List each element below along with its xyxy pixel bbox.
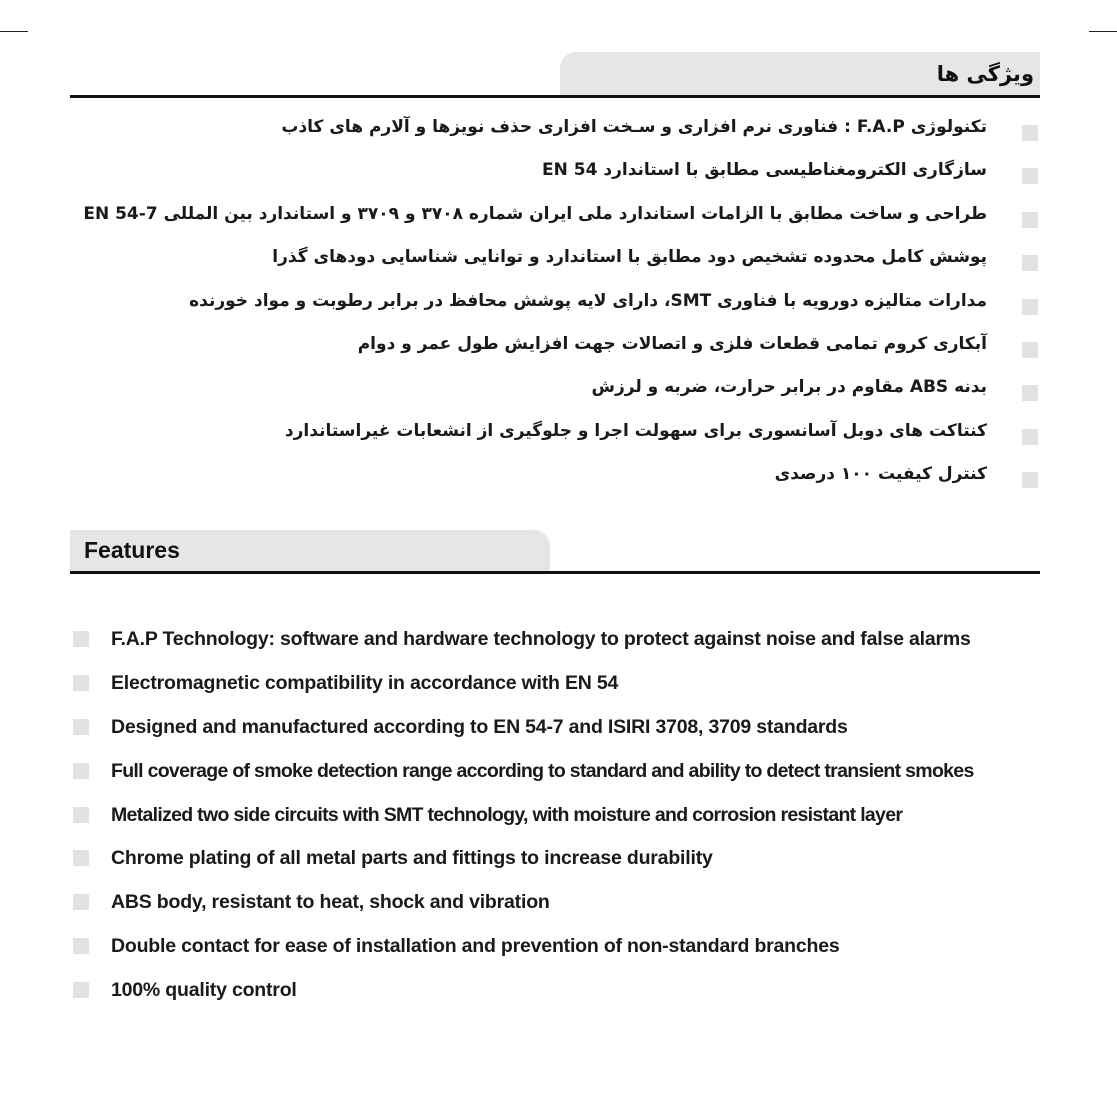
english-feature-text: Double contact for ease of installation and prevention of non-standard branches <box>111 935 840 958</box>
square-bullet-icon <box>1022 472 1038 488</box>
square-bullet-icon <box>73 894 89 910</box>
english-feature-text: Electromagnetic compatibility in accordance with EN 54 <box>111 671 619 694</box>
persian-feature-text: سازگاری الکترومغناطیسی مطابق با استاندارد EN 54 <box>542 160 987 181</box>
square-bullet-icon <box>1022 168 1038 184</box>
persian-features-section <box>70 52 1040 485</box>
persian-feature-text: پوشش کامل محدوده تشخیص دود مطابق با استاندارد و توانایی شناسایی دودهای گذرا <box>272 247 987 268</box>
english-feature-item <box>70 801 1045 845</box>
persian-feature-text: طراحی و ساخت مطابق با الزامات استاندارد ملی ایران شماره ۳۷۰۸ و ۳۷۰۹ و استاندارد بین المللی EN 54-7 <box>83 203 987 224</box>
english-feature-text: Full coverage of smoke detection range according to standard and ability to detect transient smokes <box>111 759 974 782</box>
square-bullet-icon <box>73 763 89 779</box>
square-bullet-icon <box>73 982 89 998</box>
square-bullet-icon <box>73 675 89 691</box>
persian-feature-text: کنتاکت های دوبل آسانسوری برای سهولت اجرا و جلوگیری از انشعابات غیراستاندارد <box>284 420 987 441</box>
persian-feature-item <box>70 159 1040 202</box>
square-bullet-icon <box>1022 255 1038 271</box>
persian-feature-item <box>70 116 1040 159</box>
english-title-tab <box>70 530 550 571</box>
english-feature-item <box>70 976 1045 1020</box>
english-feature-text: ABS body, resistant to heat, shock and vibration <box>111 891 550 914</box>
square-bullet-icon <box>73 850 89 866</box>
english-feature-text: Designed and manufactured according to EN 54-7 and ISIRI 3708, 3709 standards <box>111 715 848 738</box>
persian-feature-item <box>70 290 1040 333</box>
persian-feature-text: بدنه ABS مقاوم در برابر حرارت، ضربه و لرزش <box>591 377 987 398</box>
english-feature-item <box>70 669 1045 713</box>
english-section-title: Features <box>84 537 180 563</box>
square-bullet-icon <box>1022 125 1038 141</box>
english-feature-item <box>70 625 1045 669</box>
english-feature-item <box>70 713 1045 757</box>
english-feature-text: Chrome plating of all metal parts and fittings to increase durability <box>111 847 713 870</box>
square-bullet-icon <box>1022 299 1038 315</box>
persian-section-header <box>70 52 1040 98</box>
square-bullet-icon <box>1022 212 1038 228</box>
persian-feature-text: مدارات متالیزه دورویه با فناوری SMT، دارای لایه پوشش محافظ در برابر رطوبت و مواد خورنده <box>189 290 987 311</box>
square-bullet-icon <box>1022 429 1038 445</box>
english-feature-item <box>70 932 1045 976</box>
english-feature-text: F.A.P Technology: software and hardware technology to protect against noise and false alarms <box>111 628 971 650</box>
square-bullet-icon <box>73 631 89 647</box>
square-bullet-icon <box>1022 342 1038 358</box>
persian-feature-list <box>70 116 1040 507</box>
english-feature-item <box>70 844 1045 888</box>
crop-mark-right <box>1089 31 1117 32</box>
persian-feature-text: کنترل کیفیت ۱۰۰ درصدی <box>774 464 987 485</box>
crop-mark-left <box>0 31 28 32</box>
english-section-header <box>70 530 1040 574</box>
english-features-section <box>70 530 1040 1002</box>
persian-feature-item <box>70 246 1040 289</box>
persian-feature-item <box>70 463 1040 506</box>
english-feature-list <box>70 625 1045 1020</box>
english-feature-text: Metalized two side circuits with SMT technology, with moisture and corrosion resistant layer <box>111 803 903 826</box>
square-bullet-icon <box>73 938 89 954</box>
persian-feature-item <box>70 420 1040 463</box>
square-bullet-icon <box>1022 385 1038 401</box>
english-feature-item <box>70 757 1045 801</box>
english-feature-item <box>70 888 1045 932</box>
square-bullet-icon <box>73 807 89 823</box>
persian-feature-item <box>70 203 1040 246</box>
persian-section-title: ویژگی ها <box>936 61 1034 86</box>
persian-feature-text: آبکاری کروم تمامی قطعات فلزی و اتصالات جهت افزایش طول عمر و دوام <box>357 333 987 354</box>
square-bullet-icon <box>73 719 89 735</box>
persian-feature-item <box>70 376 1040 419</box>
persian-title-tab <box>560 52 1040 95</box>
persian-feature-text: تکنولوژی F.A.P : فناوری نرم افزاری و سـخت افزاری حذف نویزها و آلارم های کاذب <box>281 117 987 137</box>
persian-feature-item <box>70 333 1040 376</box>
english-feature-text: 100% quality control <box>111 979 297 1002</box>
